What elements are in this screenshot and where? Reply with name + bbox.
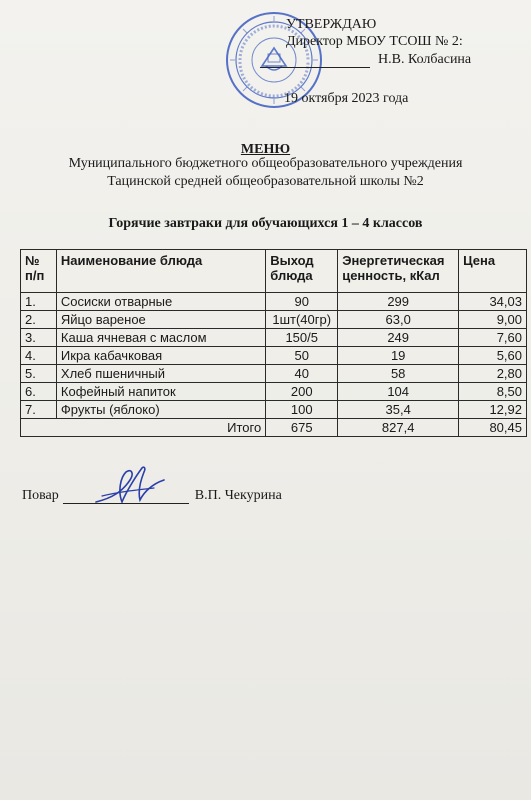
approval-position: Директор МБОУ ТСОШ № 2: [286, 34, 463, 49]
row-number: 6. [21, 383, 57, 401]
dish-output: 100 [266, 401, 338, 419]
approval-signer-line [260, 51, 520, 68]
dish-energy: 249 [338, 329, 459, 347]
total-energy: 827,4 [338, 419, 459, 437]
approval-date: 19 октября 2023 года [284, 91, 409, 106]
total-row [21, 419, 527, 437]
row-number: 3. [21, 329, 57, 347]
total-label: Итого [21, 419, 266, 437]
org-line-1: Муниципального бюджетного общеобразовательного учреждения [68, 156, 463, 171]
approval-signer: Н.В. Колбасина [378, 52, 472, 67]
table-row [21, 365, 527, 383]
row-number: 7. [21, 401, 57, 419]
row-number: 1. [21, 293, 57, 311]
row-number: 5. [21, 365, 57, 383]
col-header-number: № п/п [21, 250, 57, 293]
dish-energy: 35,4 [338, 401, 459, 419]
dish-energy: 58 [338, 365, 459, 383]
dish-output: 1шт(40гр) [266, 311, 338, 329]
dish-output: 40 [266, 365, 338, 383]
row-number: 4. [21, 347, 57, 365]
dish-name: Фрукты (яблоко) [56, 401, 265, 419]
col-header-price: Цена [459, 250, 527, 293]
row-number: 2. [21, 311, 57, 329]
dish-price: 34,03 [459, 293, 527, 311]
dish-name: Каша ячневая с маслом [56, 329, 265, 347]
dish-energy: 299 [338, 293, 459, 311]
dish-price: 8,50 [459, 383, 527, 401]
menu-title: МЕНЮ [240, 142, 291, 157]
dish-price: 12,92 [459, 401, 527, 419]
total-output: 675 [266, 419, 338, 437]
cook-label: Повар [22, 488, 59, 503]
dish-output: 150/5 [266, 329, 338, 347]
dish-name: Сосиски отварные [56, 293, 265, 311]
dish-name: Кофейный напиток [56, 383, 265, 401]
table-row [21, 347, 527, 365]
table-row [21, 311, 527, 329]
cook-line [22, 488, 282, 504]
approval-title: УТВЕРЖДАЮ [286, 17, 377, 32]
col-header-dish: Наименование блюда [56, 250, 265, 293]
dish-output: 200 [266, 383, 338, 401]
col-header-output: Выход блюда [266, 250, 338, 293]
dish-price: 2,80 [459, 365, 527, 383]
dish-output: 90 [266, 293, 338, 311]
dish-price: 9,00 [459, 311, 527, 329]
total-price: 80,45 [459, 419, 527, 437]
table-header-row [21, 250, 527, 293]
dish-name: Хлеб пшеничный [56, 365, 265, 383]
cook-name: В.П. Чекурина [194, 488, 282, 503]
dish-energy: 63,0 [338, 311, 459, 329]
col-header-energy: Энергетическая ценность, кКал [338, 250, 459, 293]
table-row [21, 293, 527, 311]
table-row [21, 329, 527, 347]
table-row [21, 401, 527, 419]
dish-name: Икра кабачковая [56, 347, 265, 365]
meal-title: Горячие завтраки для обучающихся 1 – 4 классов [108, 216, 423, 231]
menu-table [20, 249, 527, 437]
signature-line [260, 53, 370, 68]
dish-price: 5,60 [459, 347, 527, 365]
dish-name: Яйцо вареное [56, 311, 265, 329]
dish-energy: 19 [338, 347, 459, 365]
dish-energy: 104 [338, 383, 459, 401]
table-row [21, 383, 527, 401]
cook-signature-line [63, 489, 189, 504]
org-line-2: Тацинской средней общеобразовательной школы №2 [107, 174, 424, 189]
dish-price: 7,60 [459, 329, 527, 347]
dish-output: 50 [266, 347, 338, 365]
